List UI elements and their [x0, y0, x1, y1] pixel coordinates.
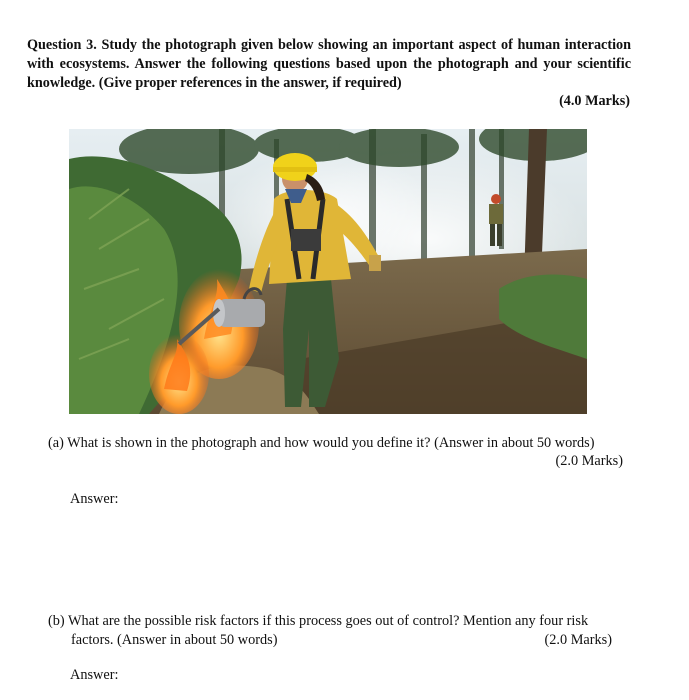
question-marks: (4.0 Marks) [559, 93, 630, 109]
part-a-marks: (2.0 Marks) [555, 453, 623, 469]
photo-prescribed-burn [69, 129, 587, 414]
part-a-answer-label: Answer: [70, 491, 119, 507]
part-b-question [48, 612, 638, 650]
part-b-line-1: (b) What are the possible risk factors if this process goes out of control? Mention any four risk [48, 613, 589, 629]
part-b-marks: (2.0 Marks) [544, 632, 612, 648]
part-b-line-2: factors. (Answer in about 50 words) [71, 632, 278, 648]
part-b-answer-label: Answer: [70, 667, 119, 683]
part-b-line-2-row [48, 631, 638, 650]
question-heading: Question 3. Study the photograph given below showing an important aspect of human interaction with ecosystems. Answer the following questions based upon the photograph and your scientific knowledge. (Give proper references in the answer, if required) [27, 37, 631, 91]
part-a-question: (a) What is shown in the photograph and how would you define it? (Answer in about 50 words) [48, 435, 595, 451]
